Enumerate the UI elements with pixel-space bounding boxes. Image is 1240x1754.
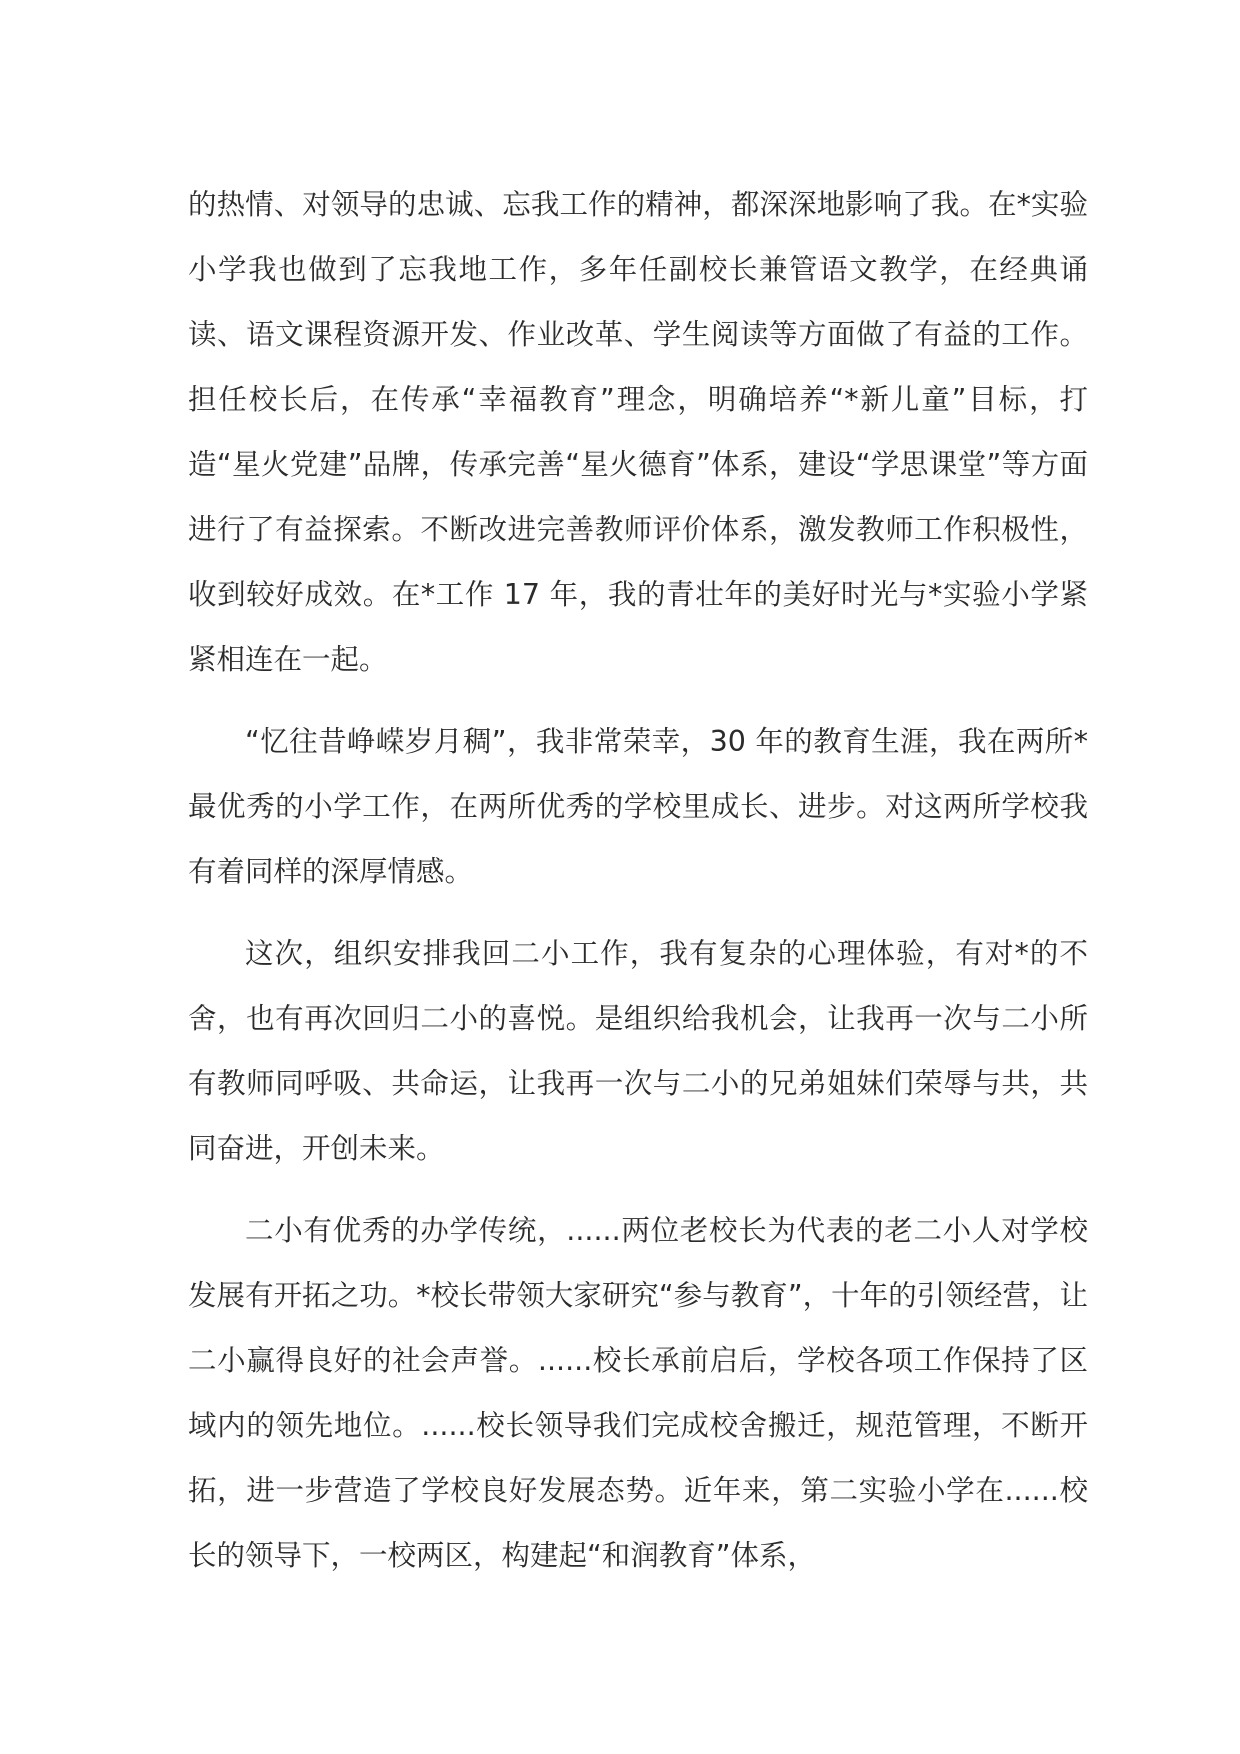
paragraph-2: “忆往昔峥嵘岁月稠”，我非常荣幸，30 年的教育生涯，我在两所*最优秀的小学工作，在两所优秀的学校里成长、进步。对这两所学校我有着同样的深厚情感。 bbox=[188, 725, 1088, 888]
document-body bbox=[188, 172, 1088, 1588]
paragraph-3: 这次，组织安排我回二小工作，我有复杂的心理体验，有对*的不舍，也有再次回归二小的喜悦。是组织给我机会，让我再一次与二小所有教师同呼吸、共命运，让我再一次与二小的兄弟姐妹们荣辱与共，共同奋进，开创未来。 bbox=[188, 937, 1088, 1165]
paragraph-4: 二小有优秀的办学传统，......两位老校长为代表的老二小人对学校发展有开拓之功。*校长带领大家研究“参与教育”，十年的引领经营，让二小赢得良好的社会声誉。......校长承前启后，学校各项工作保持了区域内的领先地位。......校长领导我们完成校舍搬迁，规范管理，不断开拓，进一步营造了学校良好发展态势。近年来，第二实验小学在......校长的领导下，一校两区，构建起“和润教育”体系， bbox=[188, 1214, 1088, 1572]
paragraph-1: 的热情、对领导的忠诚、忘我工作的精神，都深深地影响了我。在*实验小学我也做到了忘我地工作，多年任副校长兼管语文教学，在经典诵读、语文课程资源开发、作业改革、学生阅读等方面做了有益的工作。担任校长后，在传承“幸福教育”理念，明确培养“*新儿童”目标，打造“星火党建”品牌，传承完善“星火德育”体系，建设“学思课堂”等方面进行了有益探索。不断改进完善教师评价体系，激发教师工作积极性，收到较好成效。在*工作 17 年，我的青壮年的美好时光与*实验小学紧紧相连在一起。 bbox=[188, 188, 1088, 676]
